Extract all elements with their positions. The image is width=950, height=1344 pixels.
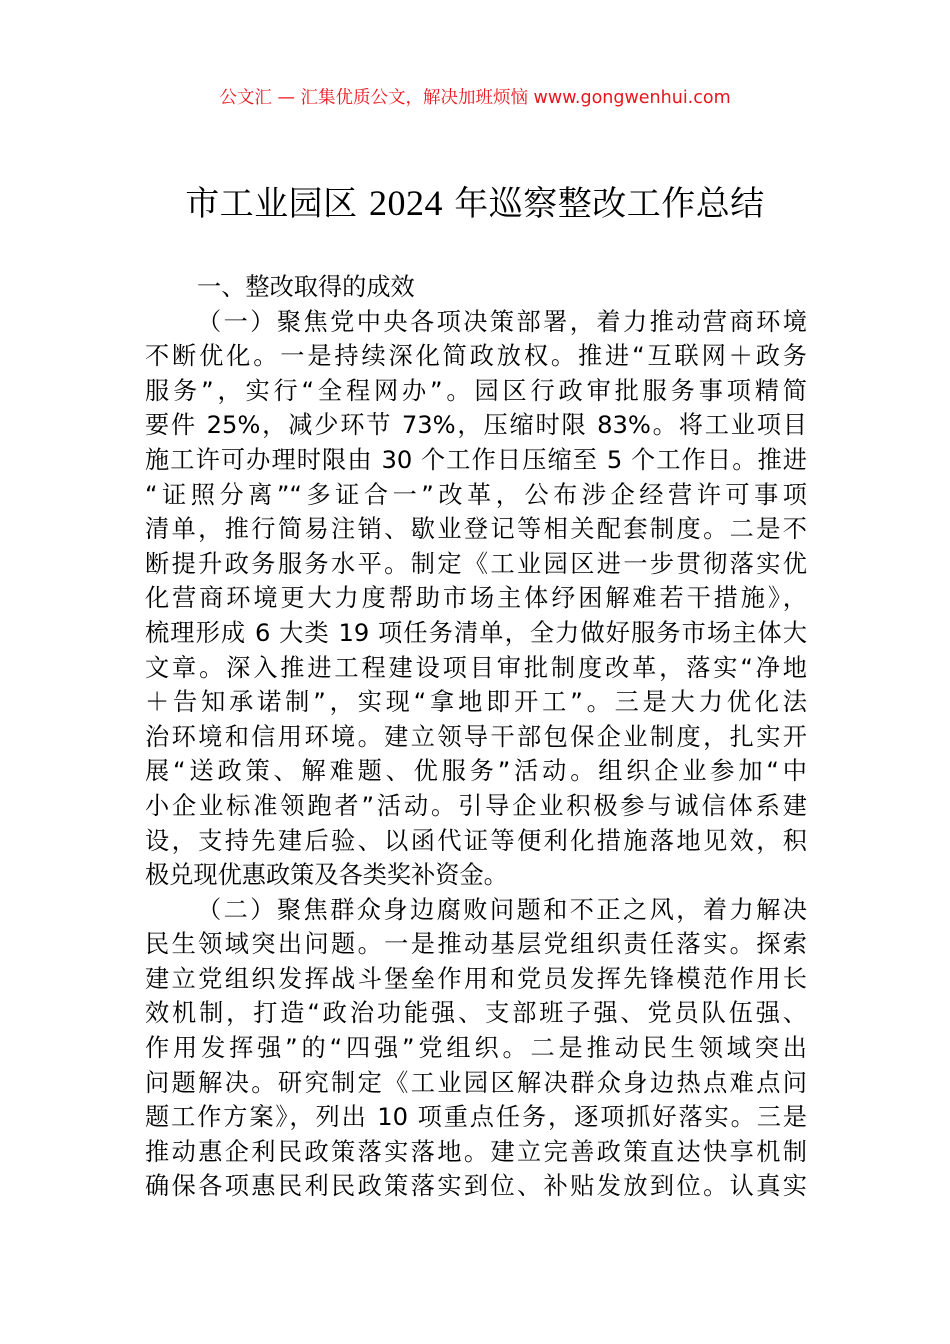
paragraph-line: “证照分离”“多证合一”改革，公布涉企经营许可事项 [145, 480, 807, 509]
paragraph-line: 化营商环境更大力度帮助市场主体纾困解难若干措施》， [145, 584, 807, 613]
paragraph-line: 治环境和信用环境。建立领导干部包保企业制度，扎实开 [145, 722, 807, 751]
paragraph-line: 清单，推行简易注销、歇业登记等相关配套制度。二是不 [145, 515, 807, 544]
paragraph-line: 极兑现优惠政策及各类奖补资金。 [145, 861, 508, 890]
paragraph-line: 梳理形成 6 大类 19 项任务清单，全力做好服务市场主体大 [145, 618, 807, 647]
paragraph-line: 不断优化。一是持续深化简政放权。推进“互联网＋政务 [145, 342, 807, 371]
paragraph-line: 建立党组织发挥战斗堡垒作用和党员发挥先锋模范作用长 [145, 964, 807, 993]
paragraph-line: 施工许可办理时限由 30 个工作日压缩至 5 个工作日。推进 [145, 445, 807, 474]
paragraph-line: 题工作方案》，列出 10 项重点任务，逐项抓好落实。三是 [145, 1103, 807, 1132]
paragraph-line: 确保各项惠民利民政策落实到位、补贴发放到位。认真实 [145, 1172, 807, 1201]
paragraph-line: 作用发挥强”的“四强”党组织。二是推动民生领域突出 [145, 1034, 807, 1063]
title-suffix: 年巡察整改工作总结 [443, 184, 765, 224]
paragraph-line: 小企业标准领跑者”活动。引导企业积极参与诚信体系建 [145, 791, 807, 820]
paragraph-line: 民生领域突出问题。一是推动基层党组织责任落实。探索 [145, 930, 807, 959]
title-prefix: 市工业园区 [185, 184, 369, 224]
paragraph-line: ＋告知承诺制”，实现“拿地即开工”。三是大力优化法 [145, 688, 807, 717]
document-body [145, 270, 807, 1204]
section-heading: 一、整改取得的成效 [197, 273, 415, 301]
paragraph-line: 效机制，打造“政治功能强、支部班子强、党员队伍强、 [145, 999, 807, 1028]
paragraph-line: （一）聚焦党中央各项决策部署，着力推动营商环境 [197, 307, 807, 336]
paragraph-line: 要件 25%，减少环节 73%，压缩时限 83%。将工业项目 [145, 411, 807, 440]
paragraph-line: 推动惠企利民政策落实落地。建立完善政策直达快享机制 [145, 1137, 807, 1166]
paragraph-line: 断提升政务服务水平。制定《工业园区进一步贯彻落实优 [145, 549, 807, 578]
document-title [0, 176, 950, 225]
paragraph-line: 设，支持先建后验、以函代证等便利化措施落地见效，积 [145, 826, 807, 855]
paragraph-line: （二）聚焦群众身边腐败问题和不正之风，着力解决 [197, 895, 807, 924]
watermark-header: 公文汇 — 汇集优质公文，解决加班烦恼 www.gongwenhui.com [219, 88, 731, 108]
title-year: 2024 [369, 183, 443, 223]
paragraph-line: 问题解决。研究制定《工业园区解决群众身边热点难点问 [145, 1068, 807, 1097]
paragraph-line: 文章。深入推进工程建设项目审批制度改革，落实“净地 [145, 653, 807, 682]
paragraph-line: 展“送政策、解难题、优服务”活动。组织企业参加“中 [145, 757, 807, 786]
paragraph-line: 服务”，实行“全程网办”。园区行政审批服务事项精简 [145, 376, 807, 405]
